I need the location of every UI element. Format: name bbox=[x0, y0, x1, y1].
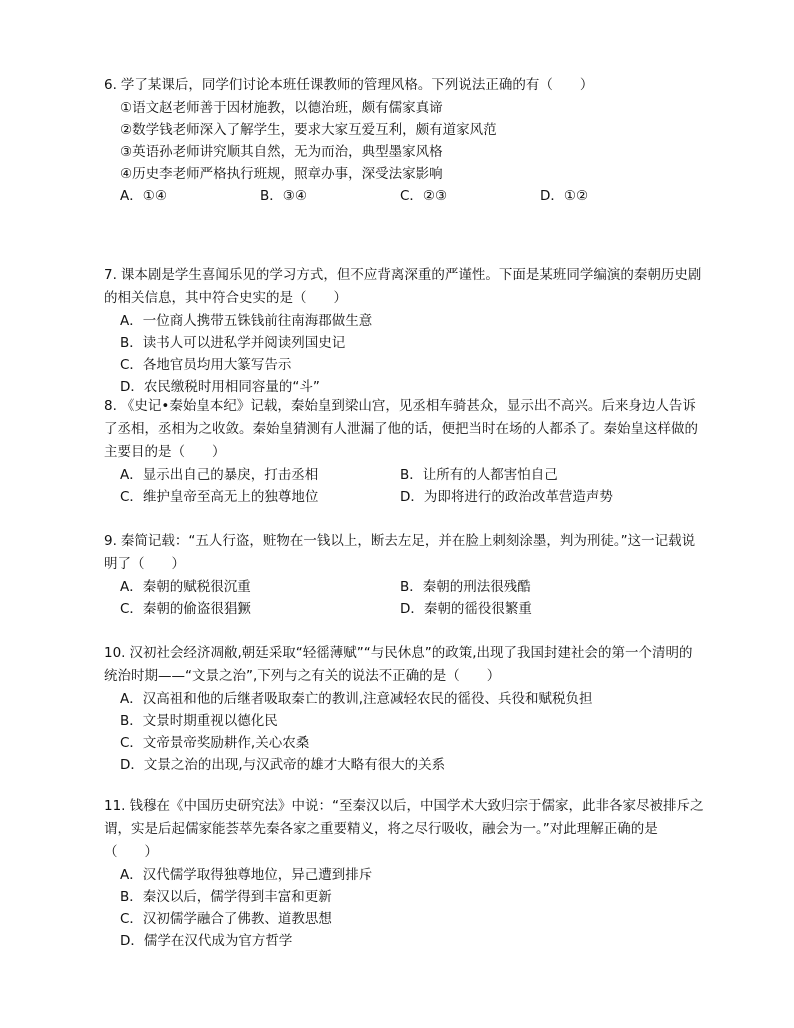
option-c: C．②③ bbox=[400, 188, 448, 204]
option-b: B．让所有的人都害怕自己 bbox=[400, 467, 558, 483]
option-b: B．文景时期重视以德化民 bbox=[120, 713, 278, 729]
option-a: A．汉高祖和他的后继者吸取秦亡的教训,注意减轻农民的徭役、兵役和赋税负担 bbox=[120, 691, 593, 707]
option-c: C．汉初儒学融合了佛教、道教思想 bbox=[120, 911, 332, 927]
question-stem: 7. 课本剧是学生喜闻乐见的学习方式，但不应背离深重的严谨性。下面是某班同学编演的秦朝历史剧的相关信息，其中符合史实的是（ ） bbox=[104, 267, 702, 306]
option-row bbox=[104, 464, 704, 486]
question-6 bbox=[104, 74, 704, 207]
question-8 bbox=[104, 395, 704, 508]
question-stem: 8. 《史记•秦始皇本纪》记载，秦始皇到梁山宫，见丞相车骑甚众，显示出不高兴。后来身边人告诉了丞相，丞相为之收敛。秦始皇猜测有人泄漏了他的话，便把当时在场的人都杀了。秦始皇这样做的主要目的是（ ） bbox=[104, 398, 698, 460]
option-c: C．各地官员均用大篆写告示 bbox=[120, 357, 292, 373]
question-stem: 11. 钱穆在《中国历史研究法》中说：“至秦汉以后，中国学术大致归宗于儒家，此非各家尽被排斥之谓，实是后起儒家能荟萃先秦各家之重要精义，将之尽行吸收，融会为一。”对此理解正确的是（ ） bbox=[104, 798, 704, 860]
option-d: D．文景之治的出现,与汉武帝的雄才大略有很大的关系 bbox=[120, 757, 446, 773]
option-b: B．秦朝的刑法很残酷 bbox=[400, 579, 531, 595]
option-c: C．文帝景帝奖励耕作,关心农桑 bbox=[120, 735, 310, 751]
question-stem: 9. 秦简记载：“五人行盗，赃物在一钱以上，断去左足，并在脸上刺刻涂墨，判为刑徒。”这一记载说明了（ ） bbox=[104, 533, 696, 572]
option-d: D．①② bbox=[540, 188, 589, 204]
option-d: D．秦朝的徭役很繁重 bbox=[400, 601, 532, 617]
option-a: A．显示出自己的暴戾，打击丞相 bbox=[120, 467, 319, 483]
question-9 bbox=[104, 530, 704, 620]
statement-1: ①语文赵老师善于因材施教，以德治班，颇有儒家真谛 bbox=[120, 100, 443, 116]
option-a: A．①④ bbox=[120, 188, 167, 204]
question-stem: 10. 汉初社会经济凋敝,朝廷采取“轻徭薄赋”“与民休息”的政策,出现了我国封建社会的第一个清明的统治时期——“文景之治”,下列与之有关的说法不正确的是（ ） bbox=[104, 645, 693, 684]
option-row bbox=[104, 598, 704, 620]
statement-2: ②数学钱老师深入了解学生，要求大家互爱互利，颇有道家风范 bbox=[120, 122, 497, 138]
question-10 bbox=[104, 642, 704, 776]
option-row bbox=[104, 486, 704, 508]
option-b: B．③④ bbox=[260, 188, 307, 204]
statement-4: ④历史李老师严格执行班规，照章办事，深受法家影响 bbox=[120, 166, 443, 182]
question-stem: 6. 学了某课后，同学们讨论本班任课教师的管理风格。下列说法正确的有（ ） bbox=[104, 77, 594, 93]
option-row bbox=[104, 185, 704, 207]
option-b: B．秦汉以后，儒学得到丰富和更新 bbox=[120, 889, 332, 905]
option-row bbox=[104, 576, 704, 598]
option-a: A．秦朝的赋税很沉重 bbox=[120, 579, 251, 595]
question-11 bbox=[104, 795, 704, 952]
question-7 bbox=[104, 264, 704, 398]
option-d: D．农民缴税时用相同容量的“斗” bbox=[120, 379, 320, 395]
option-d: D．儒学在汉代成为官方哲学 bbox=[120, 933, 293, 949]
option-d: D．为即将进行的政治改革营造声势 bbox=[400, 489, 613, 505]
option-a: A．汉代儒学取得独尊地位，异己遭到排斥 bbox=[120, 867, 373, 883]
option-c: C．维护皇帝至高无上的独尊地位 bbox=[120, 489, 319, 505]
option-a: A．一位商人携带五铢钱前往南海郡做生意 bbox=[120, 313, 373, 329]
option-b: B．读书人可以进私学并阅读列国史记 bbox=[120, 335, 346, 351]
statement-3: ③英语孙老师讲究顺其自然，无为而治，典型墨家风格 bbox=[120, 144, 443, 160]
option-c: C．秦朝的偷盗很猖獗 bbox=[120, 601, 251, 617]
